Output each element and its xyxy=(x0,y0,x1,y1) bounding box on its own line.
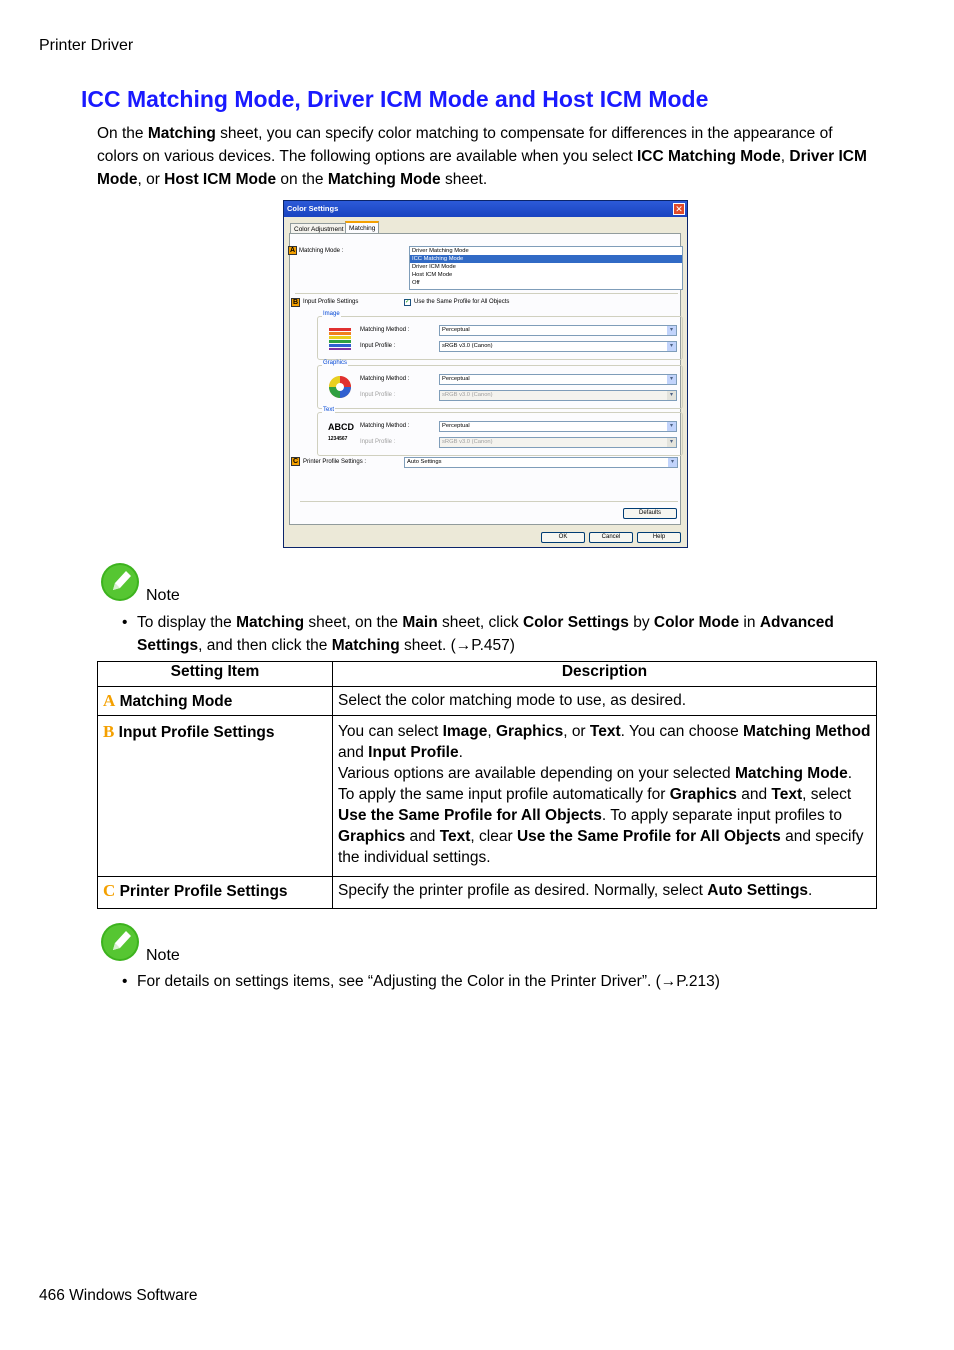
setting-item: A Matching Mode xyxy=(98,687,333,716)
group-label: Image xyxy=(323,311,340,317)
input-profile-field-label: Input Profile : xyxy=(360,392,396,398)
graphics-input-profile-select: sRGB v3.0 (Canon) ▾ xyxy=(439,390,677,401)
list-item[interactable]: ICC Matching Mode xyxy=(410,255,682,263)
callout-badge-c: C xyxy=(292,458,299,465)
defaults-button[interactable]: Defaults xyxy=(623,508,677,519)
running-header: Printer Driver xyxy=(39,37,134,54)
chevron-down-icon: ▾ xyxy=(667,422,676,431)
graphics-matching-method-select[interactable]: Perceptual ▾ xyxy=(439,374,677,385)
printer-profile-select[interactable]: Auto Settings ▾ xyxy=(404,457,678,468)
list-item[interactable]: Host ICM Mode xyxy=(412,272,453,278)
table-row xyxy=(98,716,877,877)
bullet: • xyxy=(122,614,128,631)
list-item[interactable]: Off xyxy=(412,280,420,286)
same-profile-checkbox[interactable]: ✓ xyxy=(405,299,411,305)
chevron-down-icon: ▾ xyxy=(667,326,676,335)
image-input-profile-select[interactable]: sRGB v3.0 (Canon) ▾ xyxy=(439,341,677,352)
image-matching-method-select[interactable]: Perceptual ▾ xyxy=(439,325,677,336)
note-pencil-icon xyxy=(100,562,140,602)
text-sample-icon: ABCD 1234567 xyxy=(328,422,354,442)
settings-table xyxy=(97,661,877,909)
text-input-profile-select: sRGB v3.0 (Canon) ▾ xyxy=(439,437,677,448)
note-label: Note xyxy=(146,947,180,964)
matching-mode-label: Matching Mode : xyxy=(299,248,344,254)
text-matching-method-select[interactable]: Perceptual ▾ xyxy=(439,421,677,432)
graphics-icon xyxy=(327,374,353,400)
group-label: Text xyxy=(323,407,335,413)
section-title: ICC Matching Mode, Driver ICM Mode and Host ICM Mode xyxy=(81,86,709,112)
setting-item: B Input Profile Settings xyxy=(98,716,333,877)
matching-mode-list[interactable] xyxy=(409,246,683,290)
printer-profile-label: Printer Profile Settings : xyxy=(303,459,367,465)
note-text: For details on settings items, see “Adjusting the Color in the Printer Driver”. (→P.213) xyxy=(137,973,720,990)
matching-method-label: Matching Method : xyxy=(360,423,410,429)
tab-color-adjustment[interactable]: Color Adjustment xyxy=(290,223,348,233)
bullet: • xyxy=(122,973,128,990)
callout-badge-b: B xyxy=(292,299,299,306)
tab-matching[interactable]: Matching xyxy=(345,221,379,233)
list-item[interactable]: Driver ICM Mode xyxy=(412,264,456,270)
note-label: Note xyxy=(146,587,180,604)
input-profile-field-label: Input Profile : xyxy=(360,343,396,349)
dialog-title-bar: Color Settings xyxy=(284,201,687,217)
image-icon xyxy=(327,325,353,351)
matching-method-label: Matching Method : xyxy=(360,376,410,382)
chevron-down-icon: ▾ xyxy=(668,458,677,467)
cancel-button[interactable]: Cancel xyxy=(589,532,633,543)
table-row xyxy=(98,877,877,909)
setting-description: Specify the printer profile as desired. Normally, select Auto Settings. xyxy=(333,877,877,909)
chevron-down-icon: ▾ xyxy=(667,375,676,384)
help-button[interactable]: Help xyxy=(637,532,681,543)
color-settings-dialog xyxy=(283,200,688,548)
setting-description: You can select Image, Graphics, or Text. You can choose Matching Method and Input Profile. Various options are available depending on your selected Matching Mode. To apply the same input profile automatically for Graphics and Text, select Use the Same Profile for All Objects. To apply separate input profiles to Graphics and Text, clear Use the Same Profile for All Objects and specify the individual settings. xyxy=(333,716,877,877)
list-item[interactable]: Driver Matching Mode xyxy=(412,248,469,254)
divider xyxy=(300,501,678,502)
matching-method-label: Matching Method : xyxy=(360,327,410,333)
column-header: Setting Item xyxy=(98,662,333,687)
table-row xyxy=(98,687,877,716)
note-text: To display the Matching sheet, on the Main sheet, click Color Settings by Color Mode in Advanced Settings, and then click the Matching sheet. (→P.457) xyxy=(137,614,834,654)
input-profile-label: Input Profile Settings xyxy=(303,299,359,305)
callout-badge-a: A xyxy=(289,247,296,254)
chevron-down-icon: ▾ xyxy=(667,391,676,400)
page-footer: 466 Windows Software xyxy=(39,1287,198,1304)
chevron-down-icon: ▾ xyxy=(667,438,676,447)
note-pencil-icon xyxy=(100,922,140,962)
group-label: Graphics xyxy=(323,360,348,366)
setting-description: Select the color matching mode to use, as desired. xyxy=(333,687,877,716)
text-group xyxy=(317,407,683,456)
input-profile-field-label: Input Profile : xyxy=(360,439,396,445)
intro-paragraph: On the Matching sheet, you can specify color matching to compensate for differences in the appearance of colors on various devices. The following options are available when you select ICC Matching Mode, Driver ICM Mode, or Host ICM Mode on the Matching Mode sheet. xyxy=(97,125,867,188)
close-icon[interactable]: ✕ xyxy=(673,203,685,215)
image-group xyxy=(317,311,683,360)
matching-panel xyxy=(289,233,681,525)
setting-item: C Printer Profile Settings xyxy=(98,877,333,909)
divider xyxy=(295,293,678,294)
column-header: Description xyxy=(333,662,877,687)
same-profile-label: Use the Same Profile for All Objects xyxy=(414,299,510,305)
ok-button[interactable]: OK xyxy=(541,532,585,543)
chevron-down-icon: ▾ xyxy=(667,342,676,351)
graphics-group xyxy=(317,360,683,409)
